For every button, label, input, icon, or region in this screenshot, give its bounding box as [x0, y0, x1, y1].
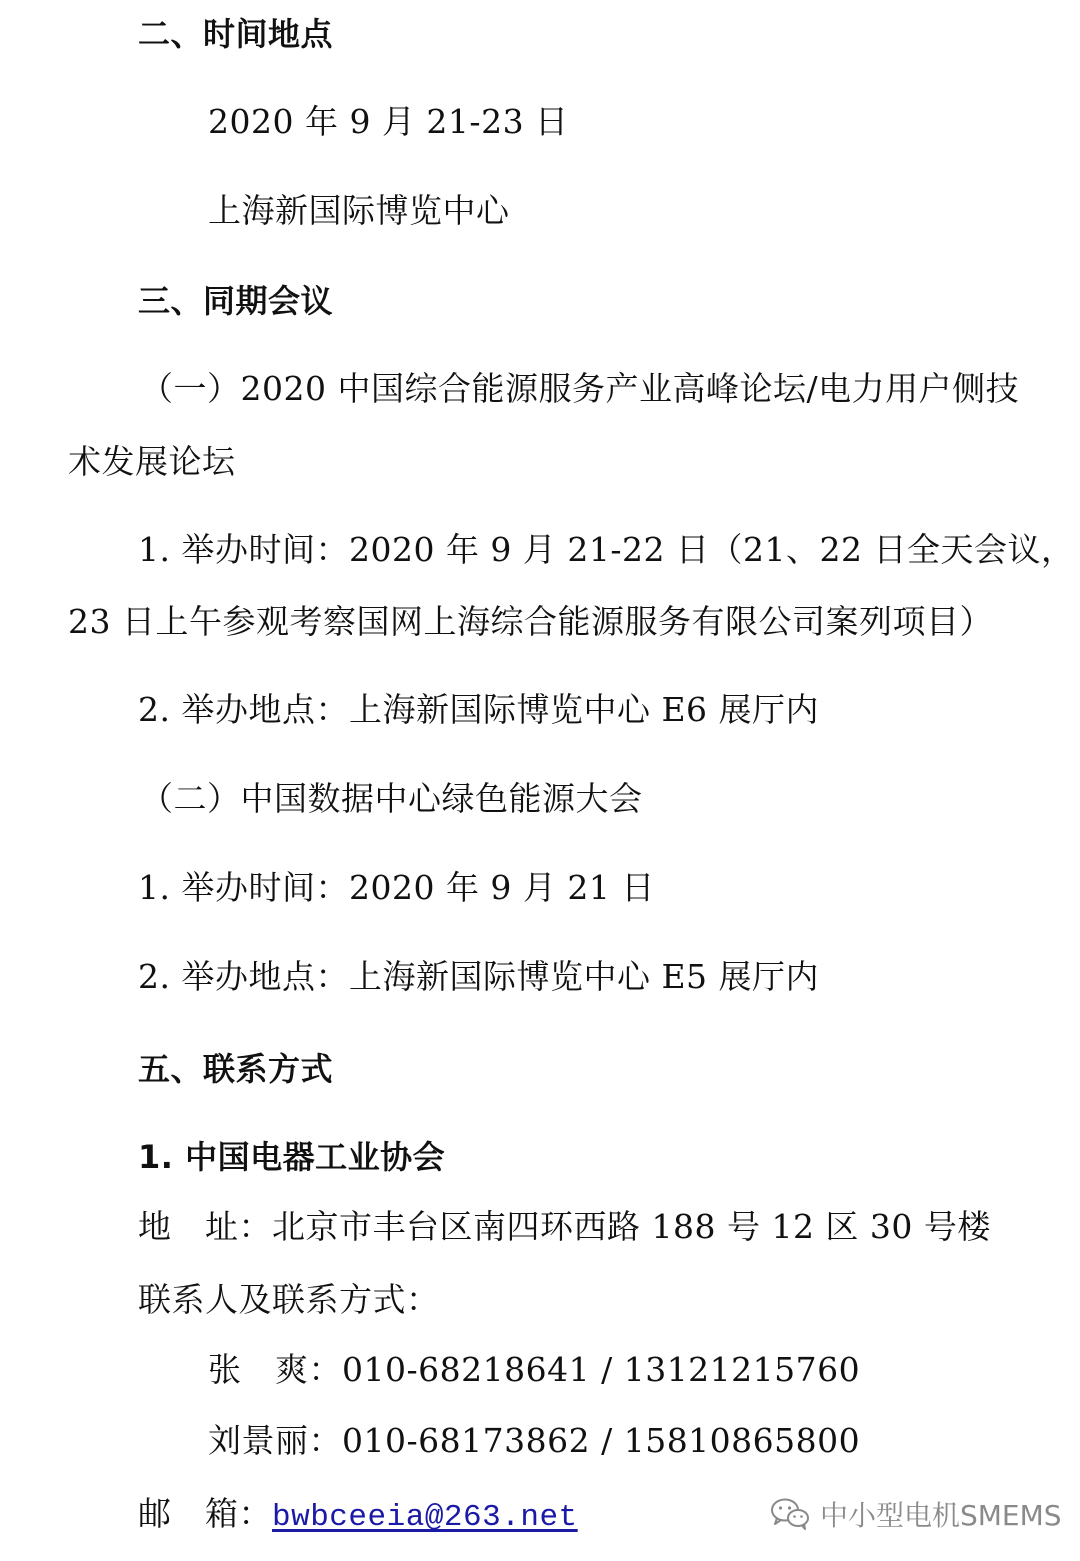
conference-1-title-line-1: （一）2020 中国综合能源服务产业高峰论坛/电力用户侧技: [140, 369, 1020, 408]
section-heading-concurrent-meetings: 三、同期会议: [138, 282, 334, 320]
conference-2-title: （二）中国数据中心绿色能源大会: [140, 779, 643, 818]
event-date: 2020 年 9 月 21-23 日: [208, 102, 569, 141]
conference-2-place: 2. 举办地点：上海新国际博览中心 E5 展厅内: [138, 957, 820, 996]
wechat-icon: [770, 1497, 810, 1531]
contact-person-2: 刘景丽：010-68173862 / 15810865800: [208, 1421, 861, 1460]
conference-1-title-line-2: 术发展论坛: [68, 442, 236, 481]
email-link[interactable]: bwbceeia@263.net: [272, 1500, 578, 1535]
event-venue: 上海新国际博览中心: [208, 191, 510, 230]
email-label: 邮 箱：: [138, 1494, 272, 1533]
conference-1-place: 2. 举办地点：上海新国际博览中心 E6 展厅内: [138, 690, 820, 729]
section-heading-time-place: 二、时间地点: [138, 15, 334, 53]
contacts-label: 联系人及联系方式：: [138, 1280, 440, 1319]
watermark-text: 中小型电机SMEMS: [820, 1499, 1062, 1532]
watermark: [770, 1494, 1062, 1534]
email-row: [138, 1494, 578, 1538]
organization-address: 地 址：北京市丰台区南四环西路 188 号 12 区 30 号楼: [138, 1207, 991, 1246]
section-heading-contact: 五、联系方式: [138, 1050, 334, 1088]
conference-2-time: 1. 举办时间：2020 年 9 月 21 日: [138, 868, 655, 907]
contact-person-1: 张 爽：010-68218641 / 13121215760: [208, 1350, 861, 1389]
conference-1-time-line-1: 1. 举办时间：2020 年 9 月 21-22 日（21、22 日全天会议，: [138, 530, 1075, 569]
conference-1-time-line-2: 23 日上午参观考察国网上海综合能源服务有限公司案列项目）: [68, 602, 993, 641]
organization-title: 1. 中国电器工业协会: [138, 1138, 446, 1176]
